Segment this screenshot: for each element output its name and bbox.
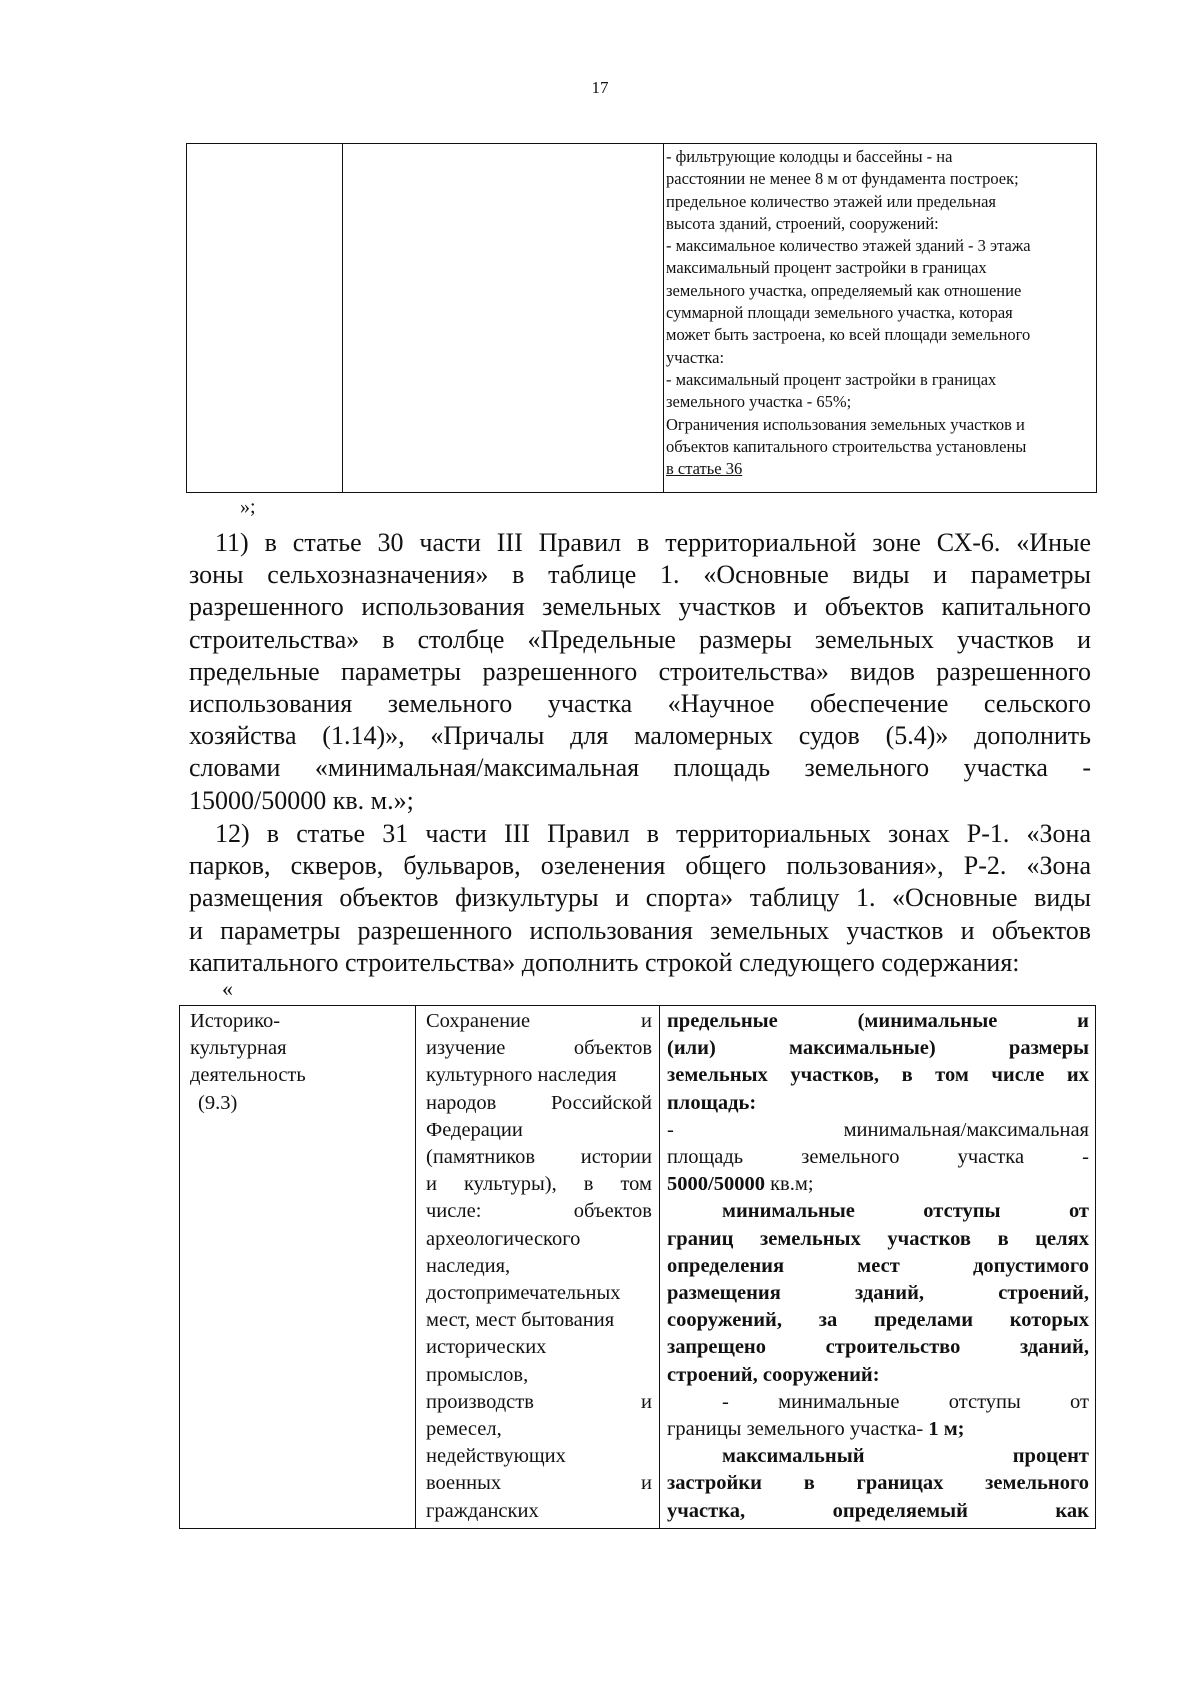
param-line: строений, сооружений: [667, 1363, 880, 1386]
restriction-line: - максимальный процент застройки в границах [666, 369, 997, 389]
restriction-line: объектов капитального строительства установлены [666, 436, 1027, 456]
param-line: площадь: [667, 1091, 757, 1114]
param-line [667, 1171, 1089, 1198]
description-line: народов Российской [426, 1091, 652, 1114]
activity-name-line: культурная [190, 1037, 287, 1060]
param-line [667, 1416, 1089, 1443]
restriction-line: высота зданий, строений, сооружений: [666, 213, 939, 233]
description-line: военных и [426, 1472, 652, 1495]
restriction-line: расстоянии не менее 8 м от фундамента построек; [666, 169, 1019, 189]
description-line: Сохранение и [426, 1010, 652, 1032]
bottom-table [179, 1005, 1096, 1529]
paragraph-line: парков, скверов, бульваров, озеленения общего пользования», Р-2. «Зона [189, 851, 1091, 881]
paragraph-line: 11) в статье 30 части III Правил в территориальной зоне СХ-6. «Иные [215, 528, 1091, 557]
page-number: 17 [591, 78, 609, 97]
description-line: производств и [426, 1390, 652, 1413]
param-line: - минимальные отступы от [722, 1390, 1089, 1413]
paragraph-line: зоны сельхозназначения» в таблице 1. «Основные виды и параметры [189, 560, 1091, 590]
description-line: достопримечательных [426, 1282, 621, 1305]
activity-name-line: Историко- [190, 1010, 281, 1032]
paragraph-line: строительства» в столбце «Предельные размеры земельных участков и [189, 624, 1091, 654]
param-line: границ земельных участков в целях [667, 1227, 1089, 1250]
param-line: - минимальная/максимальная [667, 1118, 1089, 1141]
param-line: застройки в границах земельного [667, 1472, 1089, 1495]
opening-quote: « [222, 976, 233, 1001]
description-line: и культуры), в том [426, 1173, 652, 1196]
restriction-line: суммарной площади земельного участка, которая [666, 303, 1013, 323]
param-line: запрещено строительство зданий, [667, 1336, 1089, 1359]
description-line: наследия, [426, 1254, 511, 1277]
setback-label: границы земельного участка- [667, 1418, 929, 1441]
paragraph-line: разрешенного использования земельных участков и объектов капитального [189, 592, 1091, 622]
paragraph-line: словами «минимальная/максимальная площадь земельного участка - [189, 753, 1091, 783]
top-table-cell-text [664, 144, 1096, 480]
restriction-line: - максимальное количество этажей зданий - 3 этажа [666, 236, 1031, 256]
param-line: сооружений, за пределами которых [667, 1309, 1089, 1332]
param-line: максимальный процент [722, 1445, 1089, 1468]
top-table [186, 143, 1097, 493]
description-line: изучение объектов [426, 1037, 652, 1060]
param-line: предельные (минимальные и [667, 1010, 1089, 1032]
paragraph-line: капитального строительства» дополнить строкой следующего содержания: [189, 947, 1020, 977]
paragraph-line: хозяйства (1.14)», «Причалы для маломерных судов (5.4)» дополнить [189, 721, 1091, 751]
param-line: участка, определяемый как [667, 1499, 1089, 1522]
description-line: археологического [426, 1227, 581, 1250]
restriction-line: земельного участка, определяемый как отношение [666, 280, 1022, 300]
activity-parameters [660, 1006, 1095, 1525]
paragraph-12 [189, 818, 1091, 979]
activity-name-line: деятельность [190, 1064, 306, 1087]
activity-name [180, 1006, 415, 1117]
top-table-cell-1 [187, 144, 343, 493]
paragraph-line: использования земельного участка «Научное обеспечение сельского [189, 689, 1091, 719]
area-unit: кв.м; [764, 1173, 814, 1196]
description-line: Федерации [426, 1118, 523, 1141]
bottom-table-description-cell [416, 1006, 660, 1529]
table-row [187, 144, 1097, 493]
param-line: определения мест допустимого [667, 1254, 1089, 1277]
table-row [180, 1006, 1096, 1529]
restriction-line: участка: [666, 347, 725, 367]
description-line: числе: объектов [426, 1200, 652, 1223]
restriction-line: земельного участка - 65%; [666, 392, 852, 412]
paragraph-line: 15000/50000 кв. м.»; [189, 785, 414, 815]
bottom-table-parameters-cell [660, 1006, 1096, 1529]
param-line: (или) максимальные) размеры [667, 1037, 1089, 1060]
article-link[interactable]: в статье 36 [666, 459, 743, 479]
restriction-line: может быть застроена, ко всей площади земельного [666, 325, 1031, 345]
area-value: 5000/50000 [667, 1173, 765, 1196]
paragraph-line: 12) в статье 31 части III Правил в территориальных зонах Р-1. «Зона [215, 819, 1091, 848]
bottom-table-activity-cell [180, 1006, 416, 1529]
restriction-line: максимальный процент застройки в границах [666, 258, 987, 278]
param-line: земельных участков, в том числе их [667, 1064, 1089, 1087]
paragraph-line: предельные параметры разрешенного строительства» видов разрешенного [189, 656, 1091, 686]
description-line: гражданских [426, 1499, 539, 1522]
description-line: недействующих [426, 1445, 566, 1468]
activity-name-line: (9.3) [198, 1091, 238, 1114]
param-line: размещения зданий, строений, [667, 1282, 1089, 1305]
paragraph-line: размещения объектов физкультуры и спорта» таблицу 1. «Основные виды [189, 883, 1091, 913]
description-line: промыслов, [426, 1363, 529, 1386]
param-line: минимальные отступы от [722, 1200, 1089, 1223]
description-line: культурного наследия [426, 1064, 617, 1087]
paragraph-11 [189, 527, 1091, 817]
restriction-line: Ограничения использования земельных участков и [666, 414, 1025, 434]
param-line: площадь земельного участка - [667, 1146, 1089, 1169]
closing-quote: »; [240, 496, 256, 518]
activity-description [416, 1006, 659, 1525]
description-line: исторических [426, 1336, 547, 1359]
restriction-line: предельное количество этажей или предельная [666, 191, 996, 211]
top-table-cell-2 [343, 144, 664, 493]
top-table-cell-3 [664, 144, 1097, 493]
setback-value: 1 м; [928, 1418, 965, 1441]
description-line: мест, мест бытования [426, 1309, 615, 1332]
description-line: (памятников истории [426, 1146, 652, 1169]
paragraph-line: и параметры разрешенного использования земельных участков и объектов [189, 915, 1091, 945]
restriction-line: - фильтрующие колодцы и бассейны - на [666, 147, 953, 166]
description-line: ремесел, [426, 1418, 502, 1441]
